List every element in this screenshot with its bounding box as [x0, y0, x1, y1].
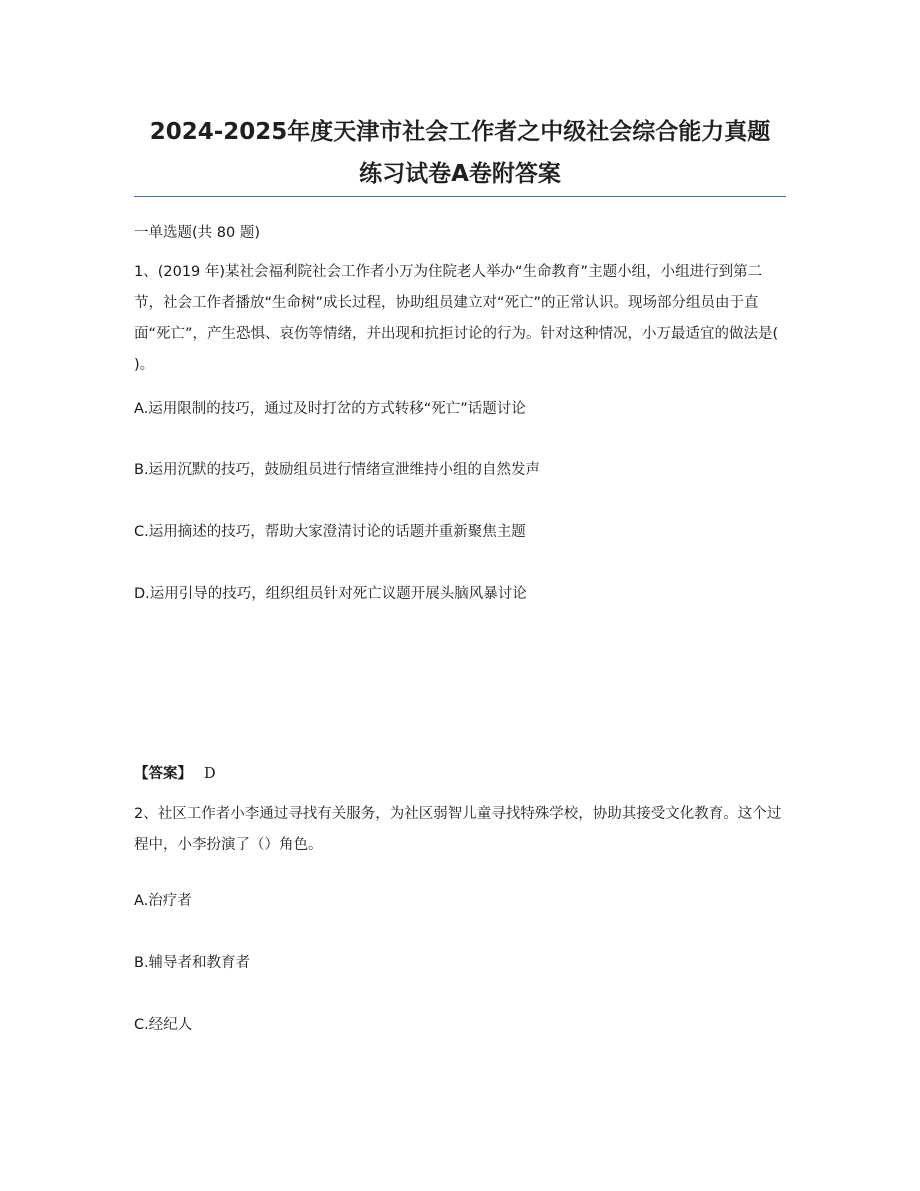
question-2-option-c: C.经纪人	[134, 1017, 193, 1033]
question-2-option-b: B.辅导者和教育者	[134, 955, 251, 971]
answer-value: D	[204, 766, 216, 782]
question-1-answer	[134, 759, 216, 789]
document-title-line-2: 练习试卷A卷附答案	[359, 161, 561, 187]
document-title-line-1: 2024-2025年度天津市社会工作者之中级社会综合能力真题	[149, 119, 771, 145]
question-1-option-d: D.运用引导的技巧，组织组员针对死亡议题开展头脑风暴讨论	[134, 586, 527, 602]
question-1-option-c: C.运用摘述的技巧，帮助大家澄清讨论的话题并重新聚焦主题	[134, 524, 526, 540]
question-1-stem: 1、(2019 年)某社会福利院社会工作者小万为住院老人举办“生命教育”主题小组，小组进行到第二节，社会工作者播放“生命树”成长过程，协助组员建立对“死亡”的正常认识。现场部分组员由于直面“死亡”，产生恐惧、哀伤等情绪，并出现和抗拒讨论的行为。针对这种情况，小万最适宜的做法是( )。	[134, 264, 779, 373]
question-2-stem: 2、社区工作者小李通过寻找有关服务，为社区弱智儿童寻找特殊学校，协助其接受文化教育。这个过程中，小李扮演了（）角色。	[134, 806, 782, 853]
question-1-option-a: A.运用限制的技巧，通过及时打岔的方式转移“死亡”话题讨论	[134, 401, 526, 417]
section-header: 一单选题(共 80 题)	[134, 225, 260, 241]
title-divider	[134, 196, 786, 197]
answer-label: 【答案】	[134, 766, 192, 782]
question-2-option-a: A.治疗者	[134, 893, 192, 909]
question-1-option-b: B.运用沉默的技巧，鼓励组员进行情绪宣泄维持小组的自然发声	[134, 462, 541, 478]
